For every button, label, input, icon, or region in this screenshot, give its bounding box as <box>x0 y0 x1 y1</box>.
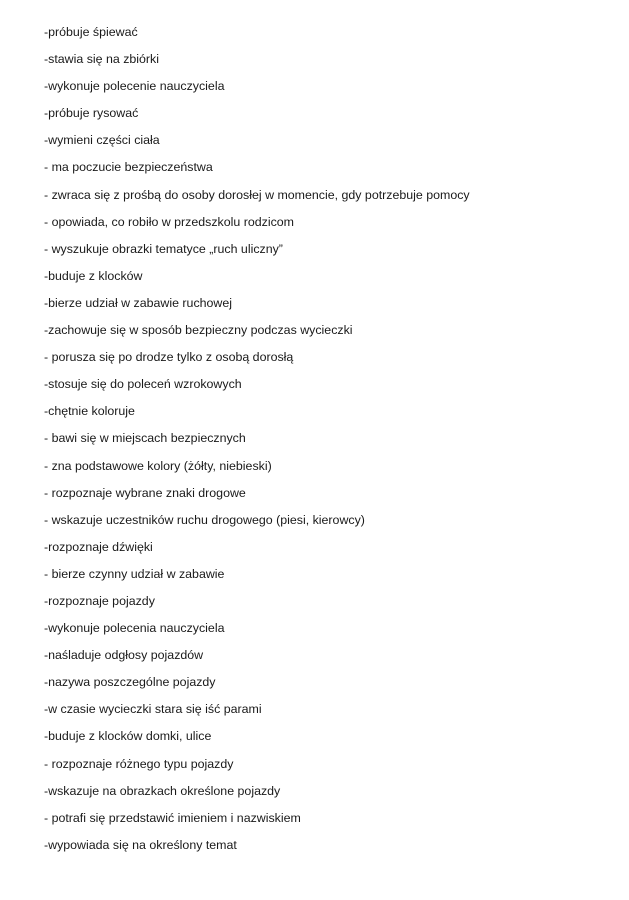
list-item: -chętnie koloruje <box>44 404 135 419</box>
list-item: - bawi się w miejscach bezpiecznych <box>44 431 246 446</box>
list-item: -wskazuje na obrazkach określone pojazdy <box>44 783 281 798</box>
list-item: -wypowiada się na określony temat <box>44 837 237 852</box>
list-item: -próbuje śpiewać <box>44 25 138 39</box>
list-item: - wskazuje uczestników ruchu drogowego (piesi, kierowcy) <box>44 512 365 527</box>
list-item: -zachowuje się w sposób bezpieczny podczas wycieczki <box>44 323 353 338</box>
list-item: -bierze udział w zabawie ruchowej <box>44 295 233 310</box>
list-item: - rozpoznaje wybrane znaki drogowe <box>44 485 246 500</box>
list-item: - rozpoznaje różnego typu pojazdy <box>44 756 234 771</box>
list-item: -nazywa poszczególne pojazdy <box>44 675 216 690</box>
list-item: - porusza się po drodze tylko z osobą dorosłą <box>44 350 294 365</box>
list-item: - opowiada, co robiło w przedszkolu rodzicom <box>44 214 294 229</box>
list-item: -wykonuje polecenie nauczyciela <box>44 79 225 94</box>
list-item: -rozpoznaje dźwięki <box>44 539 153 554</box>
list-item: -stosuje się do poleceń wzrokowych <box>44 377 242 392</box>
list-item: -buduje z klocków <box>44 268 143 283</box>
list-item: - zna podstawowe kolory (żółty, niebieski) <box>44 458 272 473</box>
list-item: -w czasie wycieczki stara się iść parami <box>44 702 262 717</box>
list-item: -naśladuje odgłosy pojazdów <box>44 648 204 663</box>
list-item: -rozpoznaje pojazdy <box>44 593 155 608</box>
list-item: - ma poczucie bezpieczeństwa <box>44 160 213 175</box>
list-item: - bierze czynny udział w zabawie <box>44 566 225 581</box>
list-item: -próbuje rysować <box>44 106 139 121</box>
list-item: - wyszukuje obrazki tematyce „ruch uliczny” <box>44 241 283 256</box>
list-item: -wymieni części ciała <box>44 133 160 148</box>
list-item: -buduje z klocków domki, ulice <box>44 729 212 744</box>
list-item: -wykonuje polecenia nauczyciela <box>44 621 225 636</box>
list-item: - potrafi się przedstawić imieniem i nazwiskiem <box>44 810 301 825</box>
list-item: - zwraca się z prośbą do osoby dorosłej w momencie, gdy potrzebuje pomocy <box>44 187 470 202</box>
skills-list <box>44 24 470 864</box>
list-item: -stawia się na zbiórki <box>44 52 160 67</box>
